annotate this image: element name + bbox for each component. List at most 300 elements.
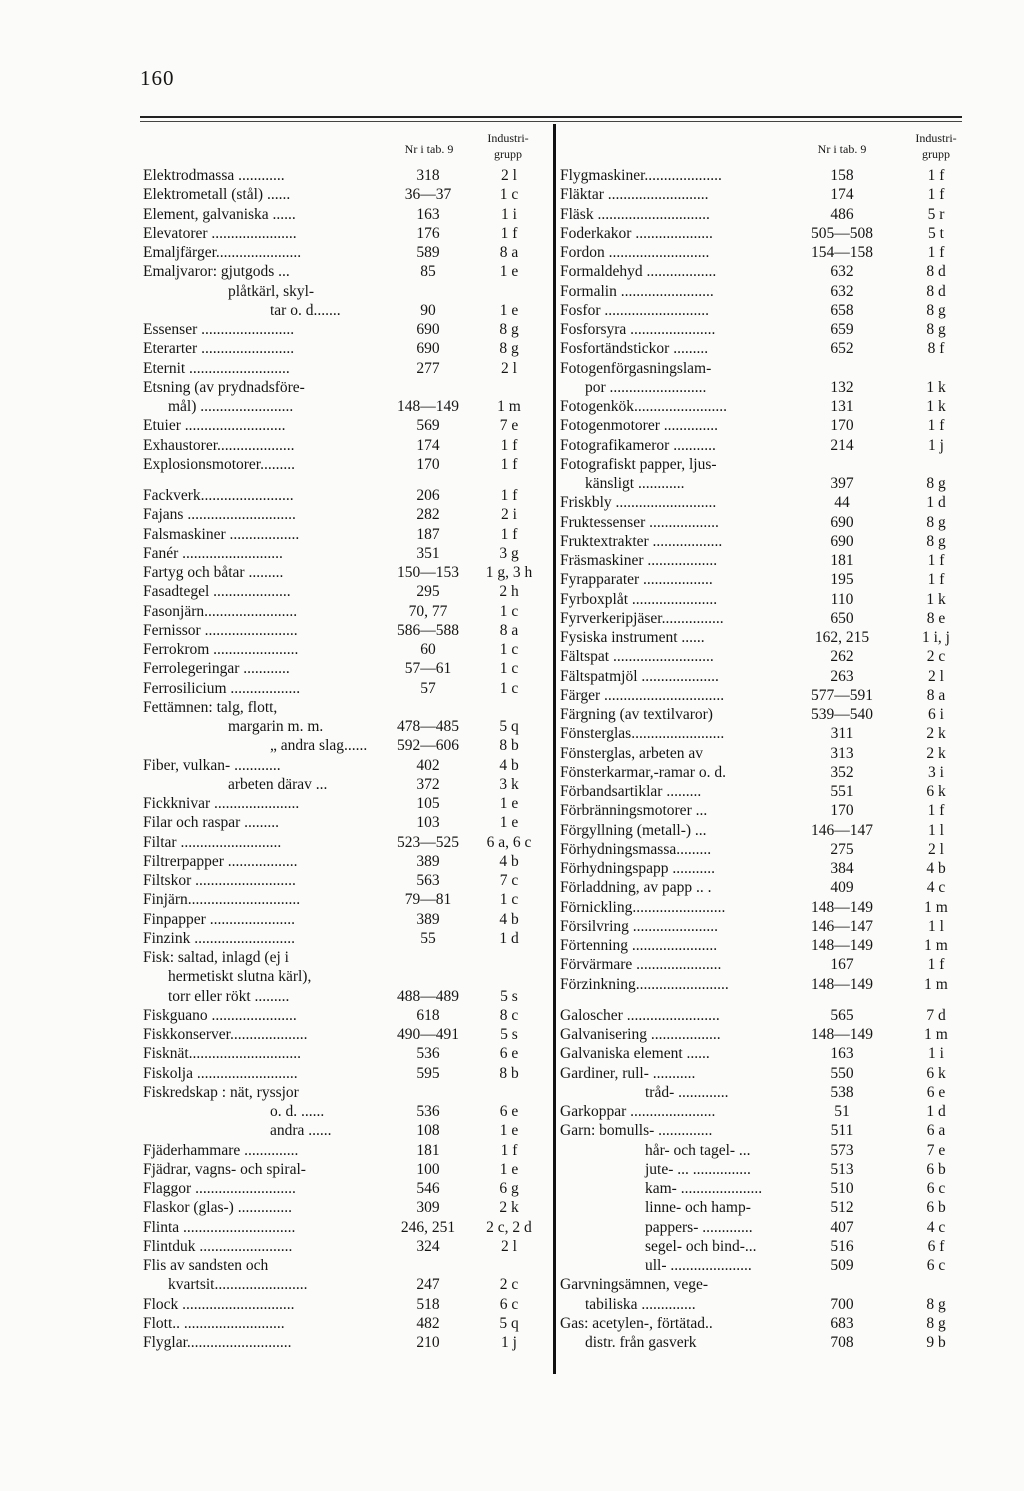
entry-term: Foderkakor .................... <box>560 224 713 242</box>
index-entry <box>140 166 555 185</box>
entry-term: Färger ............................... <box>560 686 725 704</box>
entry-industry-group: 5 t <box>928 224 944 242</box>
page-number: 160 <box>140 66 175 90</box>
entry-industry-group: 8 b <box>499 737 519 755</box>
index-entry <box>140 1333 555 1352</box>
entry-term: Exhaustorer.................... <box>143 436 295 454</box>
entry-industry-group: 7 c <box>499 872 519 889</box>
entry-term: torr eller rökt ......... <box>168 987 290 1005</box>
entry-term: Eternit .......................... <box>143 359 290 377</box>
index-entry <box>557 1083 965 1102</box>
entry-term: Fiber, vulkan- ............ <box>143 756 281 774</box>
index-entry <box>557 1160 965 1179</box>
index-entry <box>557 1179 965 1198</box>
entry-term: Formaldehyd .................. <box>560 263 717 281</box>
index-entry <box>557 436 965 455</box>
index-entry <box>140 582 555 601</box>
entry-term: Elevatorer ...................... <box>143 224 297 242</box>
entry-term: kvartsit........................ <box>168 1276 308 1294</box>
entry-term: Flinta ............................. <box>143 1218 296 1236</box>
index-entry <box>557 570 965 589</box>
entry-industry-group: 1 f <box>927 552 945 569</box>
entry-term: Fotografikameror ........... <box>560 436 716 454</box>
index-entry <box>557 647 965 666</box>
entry-industry-group: 6 c <box>926 1257 946 1274</box>
entry-industry-group: 1 d <box>926 1103 946 1120</box>
index-entry <box>557 609 965 628</box>
index-entry <box>140 833 555 852</box>
index-entry <box>557 975 965 994</box>
entry-table-number: 158 <box>830 167 854 184</box>
entry-term: segel- och bind-... <box>645 1237 757 1255</box>
entry-table-number: 486 <box>830 205 854 223</box>
entry-table-number: 509 <box>830 1257 854 1274</box>
entry-industry-group: 6 k <box>926 783 946 800</box>
entry-industry-group: 8 g <box>926 532 946 550</box>
entry-table-number: 569 <box>416 417 440 435</box>
header-industrigrupp: Industri- grupp <box>915 131 957 161</box>
entry-table-number: 586—588 <box>397 621 459 639</box>
index-entry <box>557 917 965 936</box>
entry-industry-group: 2 l <box>928 667 944 685</box>
index-entry <box>557 224 965 243</box>
entry-industry-group: 1 f <box>500 224 518 242</box>
entry-industry-group: 5 s <box>500 1026 518 1043</box>
entry-term: Falsmaskiner .................. <box>143 525 300 543</box>
entry-term: Förgyllning (metall-) ... <box>560 821 707 839</box>
entry-term: Flygmaskiner.................... <box>560 167 722 184</box>
entry-table-number: 512 <box>830 1199 854 1217</box>
entry-table-number: 103 <box>416 814 440 832</box>
index-entry <box>557 166 965 185</box>
index-entry <box>140 1064 555 1083</box>
entry-table-number: 181 <box>416 1141 440 1159</box>
entry-table-number: 573 <box>830 1141 854 1159</box>
entry-industry-group: 1 l <box>928 917 944 935</box>
index-entry <box>140 320 555 339</box>
entry-term: Finpapper ...................... <box>143 910 295 928</box>
index-entry <box>140 243 555 262</box>
entry-industry-group: 6 g <box>499 1180 519 1197</box>
entry-term: arbeten därav ... <box>228 775 328 793</box>
entry-term: Fosfor ........................... <box>560 301 709 319</box>
entry-table-number: 57 <box>420 679 436 697</box>
entry-industry-group: 2 k <box>499 1199 519 1217</box>
entry-table-number: 187 <box>416 525 440 543</box>
entry-industry-group: 1 d <box>926 494 946 512</box>
entry-industry-group: 1 k <box>926 398 946 415</box>
index-entry <box>557 262 965 281</box>
entry-table-number: 650 <box>830 609 854 627</box>
entry-industry-group: 6 b <box>926 1160 946 1178</box>
entry-industry-group: 8 g <box>499 340 519 358</box>
entry-table-number: 79—81 <box>404 891 452 909</box>
entry-industry-group: 1 j <box>501 1334 517 1351</box>
entry-table-number: 513 <box>830 1160 854 1178</box>
entry-table-number: 170 <box>830 417 854 435</box>
entry-term: Galvaniska element ...... <box>560 1045 710 1063</box>
index-entry <box>557 397 965 416</box>
entry-table-number: 148—149 <box>811 937 873 954</box>
entry-term: Fosforsyra ...................... <box>560 321 716 338</box>
entry-industry-group: 2 i <box>501 506 517 524</box>
entry-industry-group: 2 k <box>926 725 946 743</box>
entry-term: Fotogenförgasningslam- <box>560 359 712 377</box>
index-entry <box>140 1218 555 1237</box>
entry-table-number: 262 <box>830 648 854 666</box>
index-entry <box>140 185 555 204</box>
index-entry <box>140 775 555 794</box>
entry-term: Fordon .......................... <box>560 244 710 261</box>
index-entry <box>140 1314 555 1333</box>
entry-table-number: 148—149 <box>811 898 873 916</box>
index-entry <box>557 493 965 512</box>
entry-industry-group: 1 f <box>500 436 518 454</box>
entry-table-number: 352 <box>830 763 854 781</box>
entry-table-number: 309 <box>416 1199 440 1217</box>
entry-industry-group: 1 f <box>927 417 945 435</box>
entry-table-number: 214 <box>830 436 854 454</box>
entry-table-number: 131 <box>830 398 854 415</box>
header-nr: Nr i tab. 9 <box>817 142 867 156</box>
entry-table-number: 181 <box>830 552 854 569</box>
entry-table-number: 277 <box>416 359 440 377</box>
entry-table-number: 505—508 <box>811 224 873 242</box>
index-entry <box>557 1314 965 1333</box>
entry-table-number: 372 <box>416 775 440 793</box>
entry-term: Garn: bomulls- .............. <box>560 1122 713 1140</box>
entry-table-number: 148—149 <box>397 398 459 415</box>
entry-term: Filar och raspar ......... <box>143 814 280 832</box>
entry-table-number: 57—61 <box>404 660 452 678</box>
entry-table-number: 409 <box>830 879 854 897</box>
index-entry <box>557 1333 965 1352</box>
entry-table-number: 108 <box>416 1122 440 1140</box>
entry-term: Flock ............................. <box>143 1295 295 1313</box>
entry-table-number: 618 <box>416 1006 440 1024</box>
entry-industry-group: 2 k <box>926 744 946 762</box>
entry-table-number: 170 <box>416 455 440 473</box>
entry-term: Färgning (av textilvaror) <box>560 706 713 723</box>
index-entry <box>557 1064 965 1083</box>
entry-term: Emaljvaror: gjutgods ... <box>143 263 290 281</box>
entry-term: Essenser ........................ <box>143 321 295 338</box>
index-entry <box>140 1198 555 1217</box>
entry-term: Fyrboxplåt ...................... <box>560 590 718 608</box>
index-entry <box>140 890 555 909</box>
entry-industry-group: 1 c <box>499 679 519 697</box>
entry-industry-group: 4 b <box>499 852 519 870</box>
entry-term: Fotogenkök........................ <box>560 398 728 415</box>
index-entry <box>557 339 965 358</box>
left-column-header <box>140 130 555 166</box>
entry-table-number: 170 <box>830 802 854 820</box>
entry-industry-group: 1 g, 3 h <box>485 564 533 581</box>
entry-table-number: 389 <box>416 910 440 928</box>
index-entry <box>557 455 965 474</box>
entry-term: Förvärmare ...................... <box>560 956 722 974</box>
index-entry <box>140 563 555 582</box>
entry-industry-group: 1 f <box>927 244 945 261</box>
entry-term: pappers- ............. <box>645 1218 753 1236</box>
entry-table-number: 163 <box>416 205 440 223</box>
entry-table-number: 700 <box>830 1295 854 1313</box>
entry-term: Flott.. .......................... <box>143 1314 285 1332</box>
index-entry <box>140 262 555 281</box>
entry-industry-group: 1 f <box>927 956 945 974</box>
entry-industry-group: 1 f <box>500 1141 518 1159</box>
entry-industry-group: 1 e <box>499 1160 519 1178</box>
entry-term: Försilvring ...................... <box>560 917 719 935</box>
index-entry <box>140 1141 555 1160</box>
entry-industry-group: 1 c <box>499 186 519 204</box>
entry-term: Fönsterglas........................ <box>560 725 725 743</box>
entry-industry-group: 6 c <box>499 1295 519 1313</box>
entry-term: o. d. ...... <box>270 1103 325 1120</box>
entry-industry-group: 1 m <box>924 937 948 954</box>
entry-term: Fisk: saltad, inlagd (ej i <box>143 949 289 966</box>
entry-table-number: 132 <box>830 378 854 396</box>
entry-industry-group: 1 f <box>927 186 945 204</box>
entry-term: Flyglar........................... <box>143 1334 292 1351</box>
entry-industry-group: 8 g <box>926 321 946 338</box>
entry-industry-group: 1 i <box>928 1045 944 1063</box>
entry-term: Elektrodmassa ............ <box>143 167 285 184</box>
entry-term: Fyrapparater .................. <box>560 571 713 589</box>
index-entry <box>140 698 555 717</box>
index-entry <box>557 936 965 955</box>
entry-term: Ferrokrom ...................... <box>143 641 299 658</box>
index-entry <box>557 282 965 301</box>
index-entry <box>140 659 555 678</box>
entry-industry-group: 2 l <box>501 167 517 184</box>
header-nr: Nr i tab. 9 <box>404 142 454 156</box>
entry-industry-group: 1 e <box>499 1122 519 1140</box>
index-entry <box>140 1102 555 1121</box>
entry-table-number: 577—591 <box>811 686 873 704</box>
entry-term: Fjäderhammare .............. <box>143 1141 299 1159</box>
entry-table-number: 206 <box>416 487 440 504</box>
entry-industry-group: 1 c <box>499 602 519 620</box>
entry-table-number: 389 <box>416 852 440 870</box>
entry-term: margarin m. m. <box>228 718 324 735</box>
entry-industry-group: 8 e <box>926 609 946 627</box>
section-gap <box>140 474 555 486</box>
entry-table-number: 589 <box>416 244 440 261</box>
entry-term: hermetiskt slutna kärl), <box>168 968 312 986</box>
entry-industry-group: 7 e <box>926 1141 946 1159</box>
entry-term: kam- ..................... <box>645 1180 763 1197</box>
entry-table-number: 176 <box>416 224 440 242</box>
entry-table-number: 592—606 <box>397 737 459 755</box>
index-entry <box>557 955 965 974</box>
entry-industry-group: 1 c <box>499 891 519 909</box>
entry-table-number: 690 <box>416 340 440 358</box>
entry-table-number: 60 <box>420 641 436 658</box>
entry-term: Eterarter ........................ <box>143 340 295 358</box>
entry-industry-group: 1 c <box>499 641 519 658</box>
entry-term: Fackverk........................ <box>143 487 294 504</box>
index-entry <box>140 1295 555 1314</box>
index-entry <box>140 436 555 455</box>
right-column <box>557 130 965 1352</box>
entry-industry-group: 1 f <box>927 802 945 820</box>
index-entry <box>557 1275 965 1294</box>
entry-term: Fiskkonserver.................... <box>143 1026 308 1043</box>
entry-term: „ andra slag...... <box>270 737 368 755</box>
index-entry <box>557 821 965 840</box>
entry-table-number: 523—525 <box>397 833 459 851</box>
index-entry <box>557 878 965 897</box>
index-entry <box>140 1044 555 1063</box>
entry-table-number: 146—147 <box>811 917 873 935</box>
index-entry <box>557 705 965 724</box>
entry-table-number: 210 <box>416 1334 440 1351</box>
entry-term: Galoscher ........................ <box>560 1006 720 1024</box>
entry-term: Fosfortändstickor ......... <box>560 340 709 358</box>
entry-term: Fotogenmotorer .............. <box>560 417 718 435</box>
entry-term: Galvanisering .................. <box>560 1026 721 1043</box>
index-entry <box>140 224 555 243</box>
entry-term: Fartyg och båtar ......... <box>143 564 284 581</box>
index-entry <box>557 667 965 686</box>
index-entry <box>557 1025 965 1044</box>
entry-term: Formalin ........................ <box>560 282 714 300</box>
entry-industry-group: 8 g <box>926 475 946 492</box>
index-entry <box>140 813 555 832</box>
index-entry <box>557 243 965 262</box>
index-entry <box>140 359 555 378</box>
index-entry <box>557 724 965 743</box>
entry-industry-group: 8 a <box>499 621 519 639</box>
left-entries <box>140 166 555 1352</box>
index-entry <box>140 852 555 871</box>
entry-industry-group: 8 g <box>499 321 519 338</box>
index-entry <box>557 474 965 493</box>
entry-term: por ......................... <box>585 378 707 396</box>
entry-table-number: 551 <box>830 783 854 800</box>
entry-industry-group: 6 e <box>499 1045 519 1063</box>
index-entry <box>557 320 965 339</box>
index-entry <box>557 840 965 859</box>
index-entry <box>557 628 965 647</box>
entry-table-number: 659 <box>830 321 854 338</box>
entry-industry-group: 1 f <box>500 487 518 504</box>
entry-table-number: 563 <box>416 872 440 889</box>
entry-table-number: 105 <box>416 795 440 812</box>
entry-table-number: 110 <box>830 590 854 608</box>
index-entry <box>140 717 555 736</box>
entry-term: Fruktessenser .................. <box>560 513 719 531</box>
entry-industry-group: 2 l <box>501 359 517 377</box>
entry-term: Flaskor (glas-) .............. <box>143 1199 292 1217</box>
index-entry <box>140 621 555 640</box>
index-entry <box>557 763 965 782</box>
entry-table-number: 565 <box>830 1006 854 1024</box>
entry-industry-group: 8 f <box>927 340 945 358</box>
entry-term: Fettämnen: talg, flott, <box>143 698 278 716</box>
header-industrigrupp: Industri- grupp <box>487 131 529 161</box>
entry-industry-group: 1 f <box>927 571 945 589</box>
entry-industry-group: 7 e <box>499 417 519 435</box>
entry-term: jute- ... ............... <box>645 1160 751 1178</box>
entry-term: Flaggor .......................... <box>143 1180 296 1197</box>
entry-term: distr. från gasverk <box>585 1334 697 1351</box>
entry-table-number: 538 <box>830 1083 854 1101</box>
entry-table-number: 546 <box>416 1180 440 1197</box>
entry-table-number: 632 <box>830 282 854 300</box>
entry-term: Filtar .......................... <box>143 833 282 851</box>
entry-table-number: 162, 215 <box>814 629 870 646</box>
entry-table-number: 539—540 <box>811 706 873 723</box>
entry-industry-group: 8 c <box>499 1006 519 1024</box>
index-entry <box>140 948 555 967</box>
entry-table-number: 632 <box>830 263 854 281</box>
index-entry <box>140 602 555 621</box>
entry-term: mål) ........................ <box>168 398 294 415</box>
entry-industry-group: 2 c, 2 d <box>486 1218 532 1236</box>
entry-industry-group: 1 m <box>924 975 948 993</box>
entry-table-number: 652 <box>830 340 854 358</box>
entry-term: linne- och hamp- <box>645 1199 751 1217</box>
entry-term: Garkoppar ...................... <box>560 1103 716 1120</box>
entry-industry-group: 6 a, 6 c <box>486 833 532 851</box>
entry-industry-group: 8 g <box>926 1295 946 1313</box>
entry-term: Garvningsämnen, vege- <box>560 1276 709 1294</box>
entry-industry-group: 1 j <box>928 436 944 454</box>
entry-term: Fanér .......................... <box>143 544 283 562</box>
index-entry <box>140 416 555 435</box>
index-entry <box>140 1006 555 1025</box>
index-entry <box>557 513 965 532</box>
index-entry <box>140 1179 555 1198</box>
index-entry <box>140 736 555 755</box>
entry-term: Fjädrar, vagns- och spiral- <box>143 1160 306 1178</box>
entry-term: Fyrverkeripjäser................ <box>560 609 724 627</box>
entry-term: Fönsterkarmar,-ramar o. d. <box>560 763 726 781</box>
entry-table-number: 536 <box>416 1045 440 1063</box>
entry-industry-group: 5 q <box>499 1314 519 1332</box>
entry-table-number: 174 <box>830 186 854 204</box>
entry-term: Finjärn............................. <box>143 891 301 909</box>
entry-term: hår- och tagel- ... <box>645 1141 751 1159</box>
entry-industry-group: 8 a <box>926 686 946 704</box>
entry-industry-group: 1 m <box>924 898 948 916</box>
index-entry <box>140 455 555 474</box>
index-entry <box>140 640 555 659</box>
index-entry <box>140 756 555 775</box>
entry-table-number: 275 <box>830 840 854 858</box>
entry-table-number: 148—149 <box>811 975 873 993</box>
header-rule <box>140 116 962 118</box>
entry-industry-group: 6 e <box>926 1083 946 1101</box>
entry-industry-group: 1 i <box>501 205 517 223</box>
entry-table-number: 690 <box>416 321 440 338</box>
entry-term: Förbränningsmotorer ... <box>560 802 708 820</box>
entry-industry-group: 6 c <box>926 1180 946 1197</box>
entry-industry-group: 5 s <box>500 987 518 1005</box>
entry-term: Fasadtegel .................... <box>143 583 291 601</box>
entry-table-number: 518 <box>416 1295 440 1313</box>
index-entry <box>557 1218 965 1237</box>
entry-table-number: 490—491 <box>397 1026 459 1043</box>
index-entry <box>140 525 555 544</box>
index-entry <box>140 397 555 416</box>
entry-term: Fisknät............................. <box>143 1045 302 1063</box>
entry-industry-group: 8 g <box>926 513 946 531</box>
entry-term: tar o. d....... <box>270 301 341 319</box>
index-entry <box>140 1237 555 1256</box>
